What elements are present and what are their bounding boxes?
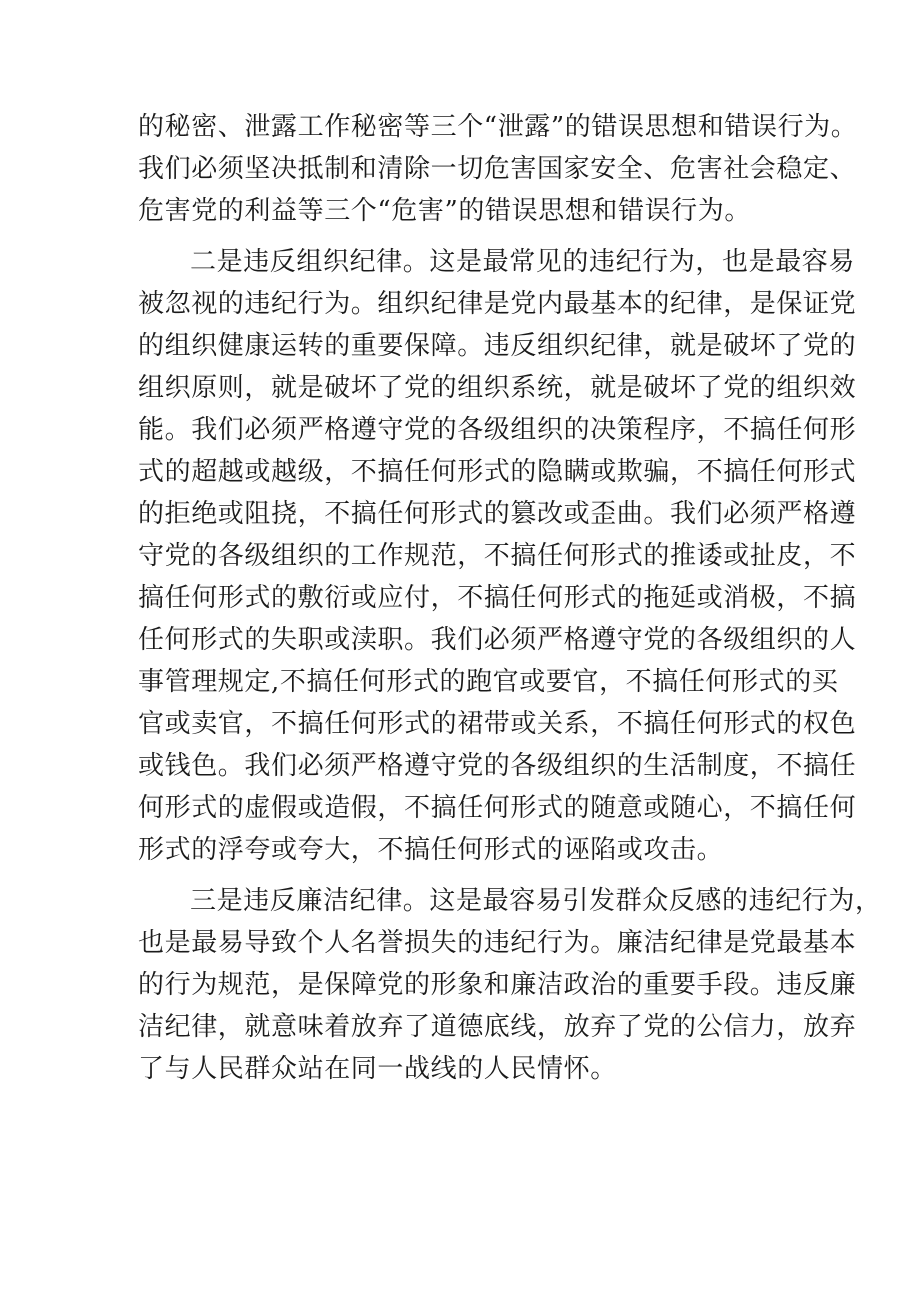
text-line: 能。我们必须严格遵守党的各级组织的决策程序，不搞任何形 [138,415,857,445]
paragraph-integrity-discipline [138,880,882,1090]
text-line: 被忽视的违纪行为。组织纪律是党内最基本的纪律，是保证党 [138,289,857,319]
text-line: 形式的浮夸或夸大，不搞任何形式的诬陷或攻击。 [138,835,724,865]
text-line: 洁纪律，就意味着放弃了道德底线，放弃了党的公信力，放弃 [138,1012,857,1042]
paragraph-organizational-discipline [138,241,857,871]
text-line: 了与人民群众站在同一战线的人民情怀。 [138,1054,617,1084]
text-line: 二是违反组织纪律。这是最常见的违纪行为，也是最容易 [190,247,856,277]
text-line: 我们必须坚决抵制和清除一切危害国家安全、危害社会稳定、 [138,154,857,184]
text-line: 任何形式的失职或渎职。我们必须严格遵守党的各级组织的人 [138,625,857,655]
text-line: 也是最易导致个人名誉损失的违纪行为。廉洁纪律是党最基本 [138,928,857,958]
text-line: 何形式的虚假或造假，不搞任何形式的随意或随心，不搞任何 [138,793,857,823]
text-line: 的秘密、泄露工作秘密等三个“泄露”的错误思想和错误行为。 [138,112,858,142]
text-line: 搞任何形式的敷衍或应付，不搞任何形式的拖延或消极，不搞 [138,583,857,613]
text-line: 事管理规定,不搞任何形式的跑官或要官，不搞任何形式的买 [138,667,839,697]
text-line: 三是违反廉洁纪律。这是最容易引发群众反感的违纪行为， [190,886,882,916]
text-line: 危害党的利益等三个“危害”的错误思想和错误行为。 [138,196,751,226]
text-line: 的拒绝或阻挠，不搞任何形式的篡改或歪曲。我们必须严格遵 [138,499,857,529]
text-line: 组织原则，就是破坏了党的组织系统，就是破坏了党的组织效 [138,373,857,403]
paragraph-continuation [138,106,858,232]
text-line: 的组织健康运转的重要保障。违反组织纪律，就是破坏了党的 [138,331,857,361]
body-text [138,106,882,1090]
text-line: 官或卖官，不搞任何形式的裙带或关系，不搞任何形式的权色 [138,709,857,739]
text-line: 的行为规范，是保障党的形象和廉洁政治的重要手段。违反廉 [138,970,857,1000]
text-line: 式的超越或越级，不搞任何形式的隐瞒或欺骗，不搞任何形式 [138,457,857,487]
text-line: 或钱色。我们必须严格遵守党的各级组织的生活制度，不搞任 [138,751,857,781]
text-line: 守党的各级组织的工作规范，不搞任何形式的推诿或扯皮，不 [138,541,857,571]
